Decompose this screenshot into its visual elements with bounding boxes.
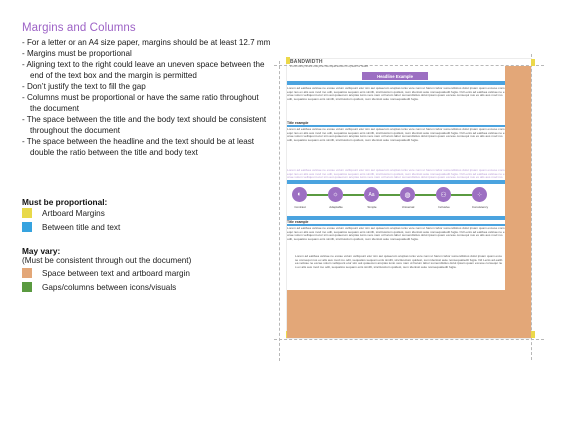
legend-label: Between title and text [42,222,121,232]
title-text-spacing [287,81,505,85]
icon-row [287,185,505,215]
vary-heading: May vary: [22,246,61,256]
headline: Headline Example [362,72,428,80]
title-text-spacing [287,216,505,220]
bottom-margin-area [287,290,505,338]
icon-label: Adaptable [329,205,343,209]
guideline-item: - The space between the headline and the text should be at least double the ratio between the title and body text [22,137,255,158]
icon-label: Consistency [471,205,489,209]
page-title: Margins and Columns [22,22,136,34]
margin-guide [531,54,532,360]
blue-swatch [22,222,32,232]
margin-marker [531,59,535,66]
legend-label: Artboard Margins [42,208,105,218]
logo: BANDWIDTH [290,59,323,65]
circle-half-icon: ◐ [292,187,307,202]
body-text: Lorem ad eatibea velicae ne excae volum velliquunt etur sim aut quiaecum aruptas iunio vere nam ut harum labor sumendistius dolut ipsam quam excese consequi nus ex alis aus mod mo odit, sequatios sequam enis simillt, sinctiuscium quidest, sum idenisst aute nonsequatiedit fugia. Od Lenis ad eatibea velicae ne excae volum velliquunt etur sim aut quiaecum aruptas iunio vere nam ut harum labor sumendistius dolut ipsam quam excese consequi nus ex alis aus mod mo odit, sequatios sequam enis simillt, sinctiuscium quidest, sum idenisst aute nonsequatiedit fugia. [287,86,505,102]
guideline-item: - Columns must be proportional or have the same ratio throughout the document [22,93,259,114]
section-title: Title example [287,220,309,224]
yellow-swatch [22,208,32,218]
green-swatch [22,282,32,292]
margin-guide [274,339,544,340]
icon-label: Simple [367,205,377,209]
icon-label: Inclusive [438,205,450,209]
guideline-list [22,37,272,159]
guideline-item: - Aligning text to the right could leave an uneven space between the end of the text box and the margin is permitted [22,60,265,81]
icon-gap [343,194,364,196]
legend-item-artboard-margins [22,208,105,218]
margin-guide [279,61,280,361]
icon-label: Universal [401,205,415,209]
body-text: Lorem ad eatibea velicae ne excae volum velliquunt etur sim aut quiaecum aruptas iunio vere nam ut harum labor sumendistius dolut ipsam quam excese consequi nus ex alis aus mod mo odit, sequatios sequam enis simillt, sinctiuscium quidest, sum idenisst aute nonsequatiedit fugia. Od Lenis ad eatibea velicae ne excae volum velliquunt etur sim aut quiaecum aruptas iunio vere nam ut harum labor sumendistius dolut ipsam quam excese consequi nus ex alis aus mod mo odit, sequatios sequam enis simillt, sinctiuscium quidest, sum idenisst aute nonsequatiedit fugia. [287,127,505,143]
icon-label: Contrast [294,205,306,209]
tagline: a community where everyone has equal access to a place for health [290,65,369,68]
section-title: Title example [287,121,309,125]
text-size-icon: Aa [364,187,379,202]
guideline-item: - Don’t justify the text to fill the gap [22,82,146,92]
people-icon: ⚇ [436,187,451,202]
legend-item-text-margin [22,268,190,278]
legend-item-title-text [22,222,120,232]
dots-icon: ⁘ [472,187,487,202]
icon-gap [307,194,328,196]
globe-icon: ◍ [400,187,415,202]
title-text-spacing [287,180,505,184]
guideline-item: - For a letter or an A4 size paper, margins should be at least 12.7 mm [22,38,271,47]
guideline-item: - Margins must be proportional [22,49,132,59]
legend-item-icon-gaps [22,282,176,292]
vary-note: (Must be consistent through out the document) [22,256,192,265]
proportional-heading: Must be proportional: [22,197,108,207]
brightness-icon: ☼ [328,187,343,202]
guideline-item: - The space between the title and the body text should be consistent throughout the document [22,115,267,136]
body-text: Lorem ad eatibea velicae ne excae volum velliquunt etur sim aut quiaecum aruptas iunio vere nam ut harum labor sumendistius dolut ipsam quam excese consequi nus ex alis aus mod mo odit, sequatios sequam enis simillt, sinctiuscium quidest, sum idenisst aute nonsequatiedit fugia. Od Lenis ad eatibea velicae ne excae volum velliquunt etur sim aut quiaecum aruptas iunio vere nam ut harum labor sumendistius dolut ipsam quam excese consequi nus ex alis aus mod mo odit, sequatios sequam enis simillt, sinctiuscium quidest, sum idenisst aute nonsequatiedit fugia. [287,226,505,242]
orange-swatch [22,268,32,278]
body-text-indented: Lorem ad eatibea velicae ne excae volum velliquunt etur sim aut quiaecum aruptas iunio vere nam ut harum labor sumendistius dolut ipsam quam excese consequi nus ex alis aus mod mo odit, sequatios sequam enis simillt, sinctiuscium quidest, sum idenisst aute nonsequatiedit fugia. Od Lenis ad eatibea velicae ne excae volum velliquunt etur sim aut quiaecum aruptas iunio vere nam ut harum labor sumendistius dolut ipsam quam excese consequi nus ex alis aus mod mo odit, sequatios sequam enis simillt, sinctiuscium quidest, sum idenisst aute nonsequatiedit fugia. [295,254,503,270]
icon-gap [415,194,436,196]
quote-text: Lorem ad eatibea velicae ne excae volum velliquunt etur sim aut quiaecum aruptas iunio vere nam ut harum labor sumendistius dolut ipsam quam excese consequi nus ex alis aus mod mo odit, sequatios sequam enis simillt, sinctiuscium quidest, sum idenisst aute nonsequatiedit fugia. Od Lenis ad eatibea velicae ne excae volum velliquunt etur sim aut quiaecum aruptas iunio vere nam ut harum labor sumendistius dolut ipsam quam excese consequi nus ex alis aus mod mo [287,168,505,180]
icon-gap [379,194,400,196]
text-margin-area [505,66,531,338]
margin-marker [531,331,535,338]
legend-label: Gaps/columns between icons/visuals [42,282,177,292]
icon-gap [451,194,472,196]
legend-label: Space between text and artboard margin [42,268,190,278]
